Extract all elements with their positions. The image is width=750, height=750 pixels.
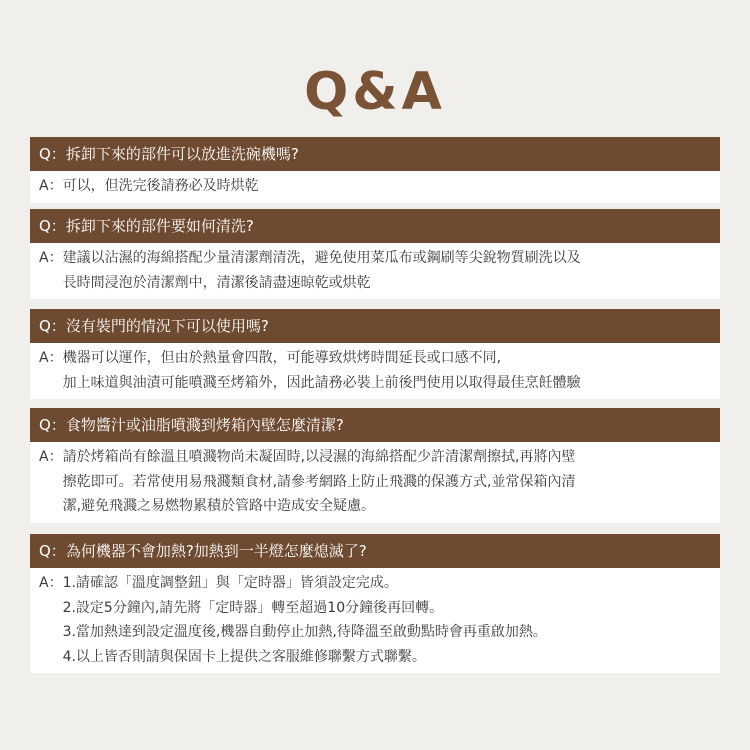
answer-line: 擦乾即可。若常使用易飛濺類食材,請參考網路上防止飛濺的保護方式,並常保箱內清 <box>62 473 576 490</box>
page-title: Q&A <box>304 62 446 122</box>
answer-line: 2.設定5分鐘內,請先將「定時器」轉至超過10分鐘後再回轉。 <box>62 599 444 616</box>
answer-line: 潔,避免飛濺之易燃物累積於管路中造成安全疑慮。 <box>62 498 376 514</box>
question-text: 拆卸下來的部件要如何清洗? <box>65 217 254 235</box>
answer-line: 加上味道與油漬可能噴濺至烤箱外，因此請務必裝上前後門使用以取得最佳烹飪體驗 <box>62 374 581 391</box>
answer-line: 4.以上皆否則請與保固卡上提供之客服維修聯繫方式聯繫。 <box>62 648 426 665</box>
qa-item-4 <box>30 408 720 523</box>
answer-box <box>30 171 720 203</box>
answer-prefix: A： <box>39 178 63 194</box>
question-prefix: Q： <box>39 542 66 560</box>
question-text: 沒有裝門的情況下可以使用嗎? <box>65 317 269 335</box>
answer-line: 請於烤箱尚有餘溫且噴濺物尚未凝固時,以浸濕的海綿搭配少許清潔劑擦拭,再將內壁 <box>62 449 576 465</box>
question-prefix: Q： <box>39 416 66 434</box>
question-bar <box>30 309 720 343</box>
answer-line: 1.請確認「溫度調整鈕」與「定時器」皆須設定完成。 <box>62 575 398 591</box>
answer-line: 機器可以運作，但由於熱量會四散，可能導致烘烤時間延長或口感不同, <box>62 350 502 366</box>
answer-line: 3.當加熱達到設定溫度後,機器自動停止加熱,待降溫至啟動點時會再重啟加熱。 <box>62 624 547 640</box>
answer-prefix: A： <box>39 350 63 366</box>
answer-box <box>30 442 720 523</box>
qa-item-5 <box>30 534 720 673</box>
answer-line: 可以，但洗完後請務必及時烘乾 <box>62 178 259 194</box>
question-text: 拆卸下來的部件可以放進洗碗機嗎? <box>65 145 299 163</box>
qa-item-3 <box>30 309 720 399</box>
answer-prefix: A： <box>39 250 63 266</box>
question-prefix: Q： <box>39 217 66 235</box>
answer-line: 長時間浸泡於清潔劑中，清潔後請盡速晾乾或烘乾 <box>62 274 371 291</box>
question-prefix: Q： <box>39 317 66 335</box>
answer-prefix: A： <box>39 575 63 591</box>
qa-item-1 <box>30 137 720 203</box>
question-text: 食物醬汁或油脂噴濺到烤箱內壁怎麼清潔? <box>65 416 344 434</box>
question-prefix: Q： <box>39 145 66 163</box>
answer-box <box>30 568 720 673</box>
question-bar <box>30 137 720 171</box>
answer-box <box>30 243 720 299</box>
question-bar <box>30 534 720 568</box>
answer-line: 建議以沾濕的海綿搭配少量清潔劑清洗，避免使用菜瓜布或鋼刷等尖銳物質刷洗以及 <box>62 250 581 266</box>
answer-prefix: A： <box>39 449 63 465</box>
answer-box <box>30 343 720 399</box>
qa-item-2 <box>30 209 720 299</box>
question-text: 為何機器不會加熱?加熱到一半燈怎麼熄滅了? <box>65 542 367 560</box>
question-bar <box>30 209 720 243</box>
question-bar <box>30 408 720 442</box>
